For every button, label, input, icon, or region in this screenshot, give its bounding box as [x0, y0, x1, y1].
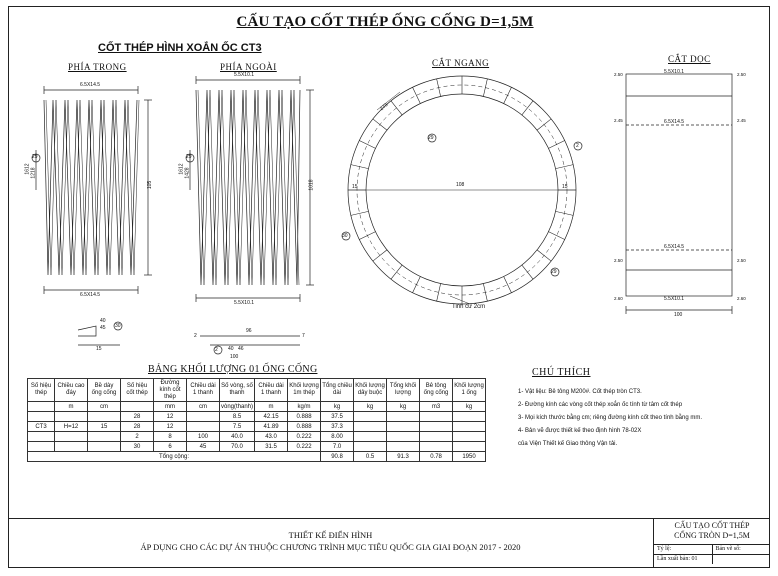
- cross-marker-left-label: 30: [342, 233, 348, 239]
- radial-bar: [437, 284, 441, 302]
- table-unit-cell: m3: [420, 402, 453, 412]
- table-header-cell: Khối lượng 1m thép: [288, 379, 321, 402]
- table-cell: 31.5: [255, 442, 288, 452]
- table-unit-cell: [121, 402, 154, 412]
- table-cell: [387, 432, 420, 442]
- radial-bar: [522, 265, 533, 279]
- table-cell: 0.222: [288, 432, 321, 442]
- radial-bar: [548, 232, 564, 240]
- table-cell: H=12: [55, 422, 88, 432]
- table-header-cell: Chiều dài 1 thanh: [255, 379, 288, 402]
- hook-length: 15: [96, 346, 102, 352]
- table-unit-cell: mm: [154, 402, 187, 412]
- outer-left-dim1: 1612: [178, 163, 185, 175]
- table-cell: [354, 442, 387, 452]
- radial-bar: [373, 119, 387, 130]
- table-row: [28, 422, 486, 432]
- inner-marker: 29: [32, 154, 38, 160]
- table-cell: [28, 432, 55, 442]
- bar-right: 7: [302, 333, 305, 339]
- table-cell: [420, 432, 453, 442]
- outer-marker: 29: [186, 154, 192, 160]
- note-item: 3- Mọi kích thước bằng cm; riêng đường kính cốt theo tính bằng mm.: [518, 415, 702, 421]
- table-cell: 100: [187, 432, 220, 442]
- table-cell: [28, 442, 55, 452]
- radial-bar: [351, 165, 369, 169]
- table-unit-cell: m: [55, 402, 88, 412]
- table-row: [28, 412, 486, 422]
- table-header-cell: Số vòng, số thanh: [220, 379, 255, 402]
- radial-bar: [413, 87, 421, 103]
- table-cell: [28, 412, 55, 422]
- radial-bar: [391, 265, 402, 279]
- table-cell: 6: [154, 442, 187, 452]
- bar-left: 2: [194, 333, 197, 339]
- table-cell: [420, 442, 453, 452]
- cross-section-label: CẮT NGANG: [432, 58, 490, 68]
- table-cell: 30: [121, 442, 154, 452]
- notes-list: [518, 388, 768, 453]
- inner-right-dim: 105: [147, 180, 154, 190]
- long-left-3: 2.50: [614, 258, 623, 263]
- radial-bar: [537, 250, 551, 261]
- table-header-cell: Khối lượng 1 ống: [453, 379, 486, 402]
- table-cell: 0.222: [288, 442, 321, 452]
- table-cell: 37.5: [321, 412, 354, 422]
- table-unit-cell: kg: [387, 402, 420, 412]
- inner-bottom-dim: 6.5X14.5: [80, 292, 101, 298]
- spiral-heading: CỐT THÉP HÌNH XOẮN ỐC CT3: [98, 42, 262, 54]
- radial-bar: [359, 141, 375, 149]
- drawing-title: CẤU TẠO CỐT THÉP ỐNG CỐNG D=1,5M: [236, 14, 534, 30]
- table-cell: 70.0: [220, 442, 255, 452]
- total-cell: 91.3: [387, 452, 420, 462]
- inner-spiral-diagram: [32, 86, 152, 294]
- table-cell: [453, 442, 486, 452]
- table-unit-cell: kg: [453, 402, 486, 412]
- hook-dim2: 45: [100, 325, 106, 331]
- table-cell: 42.15: [255, 412, 288, 422]
- inner-left-dim2: 1218: [30, 167, 37, 179]
- table-cell: 12: [154, 412, 187, 422]
- radial-bar: [351, 211, 369, 215]
- cross-note: Tinh cư 2cm: [452, 304, 486, 310]
- title-block-name: [654, 519, 770, 545]
- table-header-cell: Chiều cao đáy: [55, 379, 88, 402]
- footer-main: [8, 518, 653, 569]
- long-dim-top: 5.5X10.1: [664, 69, 685, 75]
- table-header-cell: Số hiệu thép: [28, 379, 55, 402]
- cross-thickness: 273: [379, 102, 390, 112]
- long-left-2: 2.45: [614, 118, 623, 123]
- inner-label: PHÍA TRONG: [68, 62, 127, 72]
- table-cell: [387, 412, 420, 422]
- long-right-3: 2.50: [737, 258, 746, 263]
- inner-left-dim1: 1612: [24, 163, 31, 175]
- long-right-2: 2.45: [737, 118, 746, 123]
- bar-dim3: 100: [230, 354, 239, 360]
- table-header-cell: Chiều dài 1 thanh: [187, 379, 220, 402]
- note-item: 4- Bản vẽ được thiết kế theo định hình 78-02X: [518, 428, 642, 434]
- table-cell: [354, 422, 387, 432]
- note-item: của Viện Thiết kế Giao thông Vận tải.: [518, 441, 618, 447]
- radial-bar: [359, 232, 375, 240]
- outer-top-dim: 5.5X10.1: [234, 72, 255, 78]
- outer-spiral-zigzag: [196, 90, 300, 285]
- table-cell: 8.00: [321, 432, 354, 442]
- table-cell: 8: [154, 432, 187, 442]
- total-cell: 90.8: [321, 452, 354, 462]
- table-cell: [55, 442, 88, 452]
- table-cell: 40.0: [220, 432, 255, 442]
- note-item: 2- Đường kính các vòng cốt thép xoắn ốc tính từ tâm cốt thép: [518, 402, 683, 408]
- quantity-table: [27, 378, 486, 462]
- table-header-cell: Khối lượng dây buộc: [354, 379, 387, 402]
- table-cell: [354, 432, 387, 442]
- issue-label: Lần xuất bản: 01: [657, 556, 698, 562]
- cross-left-dim: 15: [352, 184, 358, 190]
- table-cell: [354, 412, 387, 422]
- outer-bottom-dim: 5.5X10.1: [234, 300, 255, 306]
- table-row: [28, 442, 486, 452]
- footer-line1: THIẾT KẾ ĐIỂN HÌNH: [288, 530, 373, 540]
- table-cell: [55, 412, 88, 422]
- inner-top-dim: 6.5X14.5: [80, 82, 101, 88]
- hook-marker: 30: [115, 323, 121, 329]
- hook-dim1: 40: [100, 318, 106, 324]
- table-title: BẢNG KHỐI LƯỢNG 01 ỐNG CỐNG: [148, 364, 318, 375]
- table-unit-cell: kg/m: [288, 402, 321, 412]
- table-cell: 43.0: [255, 432, 288, 442]
- table-cell: [453, 412, 486, 422]
- table-cell: [55, 432, 88, 442]
- bar-marker: 2: [215, 347, 218, 353]
- table-unit-cell: [28, 402, 55, 412]
- sheet-label: Bản vẽ số:: [712, 545, 771, 554]
- title-block-row: [654, 545, 770, 555]
- table-unit-cell: vòng(thanh): [221, 403, 254, 410]
- radial-bar: [437, 79, 441, 97]
- table-header-cell: Tổng khối lượng: [387, 379, 420, 402]
- radial-bar: [413, 276, 421, 292]
- radial-bar: [504, 276, 512, 292]
- radial-bar: [373, 250, 387, 261]
- table-cell: 12: [154, 422, 187, 432]
- title-block-issue-row: [654, 555, 770, 564]
- long-dim-mid: 6.5X14.5: [664, 119, 685, 125]
- table-cell: [88, 412, 121, 422]
- footer-line2: ÁP DỤNG CHO CÁC DỰ ÁN THUỘC CHƯƠNG TRÌNH MỤC TIÊU QUỐC GIA GIAI ĐOẠN 2017 - 2020: [140, 542, 521, 552]
- table-unit-cell: cm: [187, 402, 220, 412]
- table-cell: [88, 442, 121, 452]
- radial-bar: [522, 101, 533, 115]
- table-cell: 15: [88, 422, 121, 432]
- table-header-cell: Tổng chiều dài: [321, 379, 354, 402]
- table-cell: [88, 432, 121, 442]
- bar-dim1: 40: [228, 346, 234, 352]
- table-cell: 7.5: [220, 422, 255, 432]
- total-cell: 1950: [453, 452, 486, 462]
- cross-right-dim: 15: [562, 184, 568, 190]
- cross-marker-top-label: 29: [428, 135, 434, 141]
- table-cell: 41.89: [255, 422, 288, 432]
- radial-bar: [537, 119, 551, 130]
- bar-length: 96: [246, 328, 252, 334]
- table-unit-cell: m: [255, 402, 288, 412]
- long-section-label: CẮT DỌC: [668, 54, 711, 64]
- table-row: [28, 432, 486, 442]
- outer-label: PHÍA NGOÀI: [220, 62, 277, 72]
- table-cell: [453, 422, 486, 432]
- table-cell: 45: [187, 442, 220, 452]
- table-unit-cell: cm: [88, 402, 121, 412]
- table-cell: CT3: [28, 422, 55, 432]
- table-cell: 7.0: [321, 442, 354, 452]
- table-header-cell: Số hiệu cốt thép: [121, 379, 154, 402]
- total-cell: 0.5: [354, 452, 387, 462]
- table-header-cell: Bê tông ống cống: [420, 379, 453, 402]
- title-block: [653, 518, 770, 568]
- table-cell: 37.3: [321, 422, 354, 432]
- title-block-line2: CỐNG TRÒN D=1,5M: [674, 531, 750, 540]
- table-unit-cell: kg: [354, 402, 387, 412]
- table-cell: [187, 422, 220, 432]
- table-cell: [387, 442, 420, 452]
- scale-label: Tỷ lệ:: [657, 546, 672, 552]
- cross-marker-bottom-label: 29: [551, 269, 557, 275]
- outer-spiral-diagram: [186, 76, 314, 302]
- radial-bar: [483, 284, 487, 302]
- cross-section-diagram: [342, 76, 582, 304]
- cross-marker-right-label: 2: [576, 143, 579, 149]
- table-cell: [420, 422, 453, 432]
- radial-bar: [483, 79, 487, 97]
- table-header-cell: Đường kính cốt thép: [154, 379, 187, 402]
- long-left-1: 2.50: [614, 72, 623, 77]
- radial-bar: [504, 87, 512, 103]
- table-cell: 28: [121, 422, 154, 432]
- long-right-1: 2.50: [737, 72, 746, 77]
- cross-diameter: 108: [456, 182, 465, 188]
- notes-heading: CHÚ THÍCH: [532, 367, 591, 378]
- radial-bar: [556, 165, 574, 169]
- title-block-line1: CẤU TẠO CỐT THÉP: [674, 521, 750, 530]
- long-dim-low: 6.5X14.5: [664, 244, 685, 250]
- table-cell: [387, 422, 420, 432]
- long-section-diagram: [626, 74, 732, 314]
- table-header-cell: Bề dày ống cống: [88, 379, 121, 402]
- radial-bar: [556, 211, 574, 215]
- table-cell: 8.5: [220, 412, 255, 422]
- table-cell: 0.888: [288, 422, 321, 432]
- total-cell: 0.78: [420, 452, 453, 462]
- radial-bar: [391, 101, 402, 115]
- table-cell: 28: [121, 412, 154, 422]
- table-cell: 0.888: [288, 412, 321, 422]
- radial-bar: [548, 141, 564, 149]
- outer-right-dim: 1018: [308, 179, 315, 191]
- long-right-4: 2.60: [737, 296, 746, 301]
- table-total-row: [28, 452, 486, 462]
- total-label: Tổng cộng:: [28, 452, 321, 462]
- table-cell: [420, 412, 453, 422]
- long-left-4: 2.60: [614, 296, 623, 301]
- bar-dim2: 46: [238, 346, 244, 352]
- note-item: 1- Vật liệu: Bê tông M200#. Cốt thép tròn CT3.: [518, 389, 642, 395]
- long-dim-bottom: 5.5X10.1: [664, 296, 685, 302]
- table-cell: 2: [121, 432, 154, 442]
- long-dim-total: 100: [674, 312, 683, 318]
- table-cell: [187, 412, 220, 422]
- outer-left-dim2: 1428: [184, 167, 191, 179]
- table-unit-cell: kg: [321, 402, 354, 412]
- table-cell: [453, 432, 486, 442]
